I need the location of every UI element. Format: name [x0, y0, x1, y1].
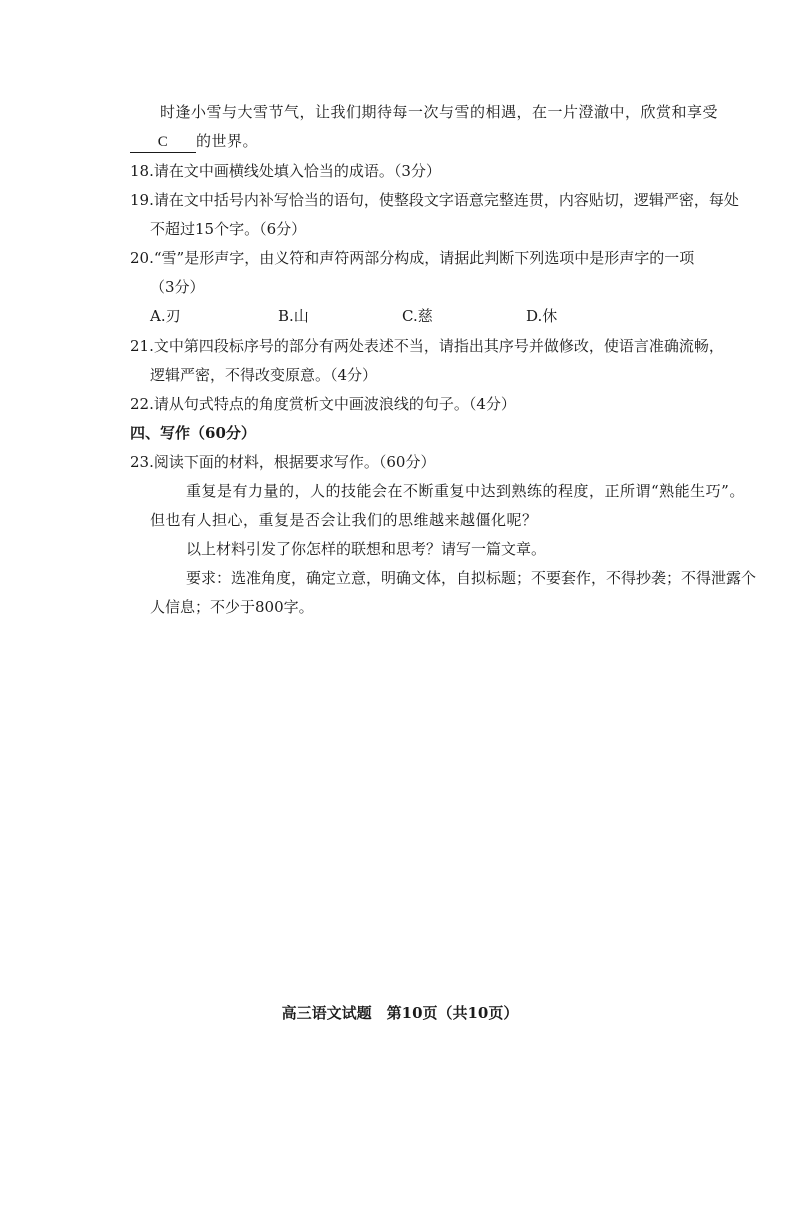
option-c: C.慈 [402, 307, 433, 325]
material-line-2: 但也有人担心，重复是否会让我们的思维越来越僵化呢？ [150, 511, 538, 529]
passage-line-2-tail: 的世界。 [196, 132, 259, 150]
question-23: 23.阅读下面的材料，根据要求写作。（60分） [130, 453, 436, 471]
material-line-1: 重复是有力量的，人的技能会在不断重复中达到熟练的程度，正所谓“熟能生巧”。 [186, 482, 745, 500]
passage-line-1: 时逢小雪与大雪节气，让我们期待每一次与雪的相遇，在一片澄澈中，欣赏和享受 [160, 103, 719, 121]
writing-prompt: 以上材料引发了你怎样的联想和思考？请写一篇文章。 [186, 540, 547, 558]
page-footer: 高三语文试题 第10页（共10页） [281, 1004, 519, 1022]
option-a: A.刃 [150, 307, 181, 325]
question-19-line-1: 19.请在文中括号内补写恰当的语句，使整段文字语意完整连贯，内容贴切，逻辑严密，每处 [130, 191, 739, 209]
passage-line-2 [130, 131, 258, 153]
question-22: 22.请从句式特点的角度赏析文中画波浪线的句子。（4分） [130, 395, 516, 413]
section-heading-writing: 四、写作（60分） [130, 424, 256, 442]
question-21-line-1: 21.文中第四段标序号的部分有两处表述不当，请指出其序号并做修改，使语言准确流畅， [130, 337, 724, 355]
requirements-line-1: 要求：选准角度，确定立意，明确文体，自拟标题；不要套作，不得抄袭；不得泄露个 [186, 569, 757, 587]
question-20-line-2: （3分） [150, 278, 205, 296]
option-d: D.休 [526, 307, 558, 325]
question-19-line-2: 不超过15个字。（6分） [150, 220, 307, 238]
answer-blank: C [130, 132, 196, 153]
question-18: 18.请在文中画横线处填入恰当的成语。（3分） [130, 162, 441, 180]
requirements-line-2: 人信息；不少于800字。 [150, 598, 314, 616]
option-b: B.山 [278, 307, 309, 325]
question-21-line-2: 逻辑严密，不得改变原意。（4分） [150, 366, 378, 384]
question-20-line-1: 20.“雪”是形声字，由义符和声符两部分构成，请据此判断下列选项中是形声字的一项 [130, 249, 695, 267]
